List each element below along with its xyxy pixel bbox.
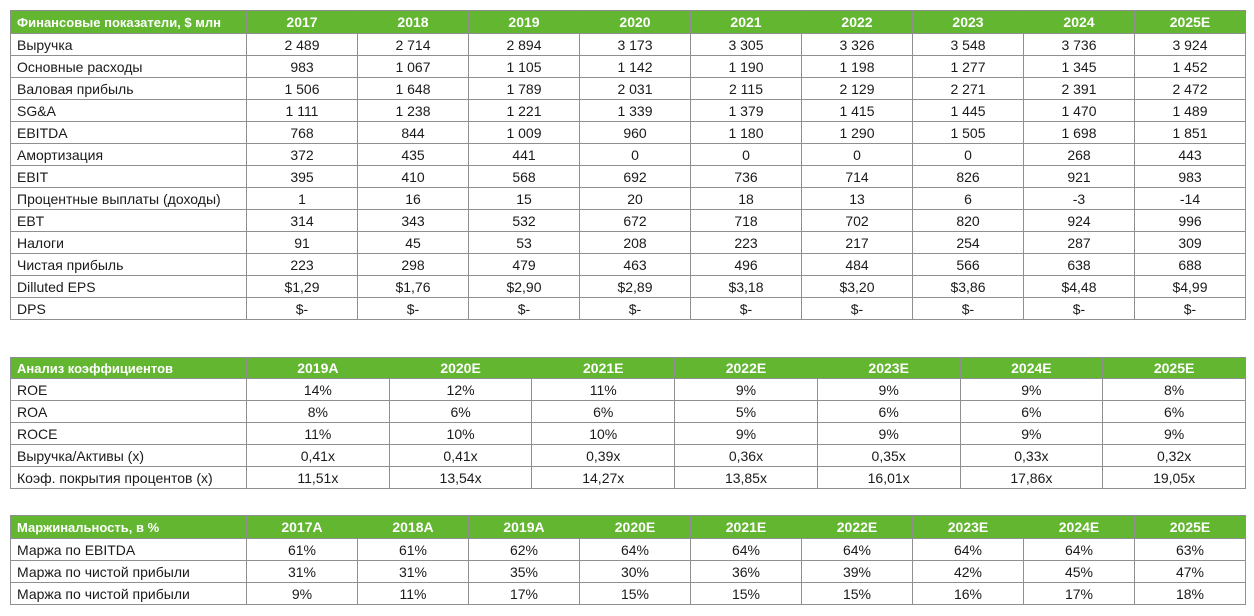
table-cell: 702 (802, 210, 913, 232)
table-cell: 9% (247, 583, 358, 605)
table-cell: 1 290 (802, 122, 913, 144)
table-cell: $- (580, 298, 691, 320)
table-row (11, 401, 1246, 423)
ratios-column-header: 2021E (532, 358, 675, 379)
financials-title: Финансовые показатели, $ млн (11, 11, 247, 34)
ratios-title: Анализ коэффициентов (11, 358, 247, 379)
ratios-column-header: 2022E (675, 358, 818, 379)
table-cell: 0,41x (247, 445, 390, 467)
row-label: EBT (11, 210, 247, 232)
row-label: Амортизация (11, 144, 247, 166)
table-cell: 2 489 (247, 34, 358, 56)
table-cell: 217 (802, 232, 913, 254)
table-cell: 17,86x (960, 467, 1103, 489)
table-cell: 14% (247, 379, 390, 401)
table-cell: 39% (802, 561, 913, 583)
table-cell: 2 714 (358, 34, 469, 56)
table-cell: 9% (1103, 423, 1246, 445)
table-cell: 298 (358, 254, 469, 276)
table-cell: 688 (1135, 254, 1246, 276)
table-cell: $- (1135, 298, 1246, 320)
financials-column-header: 2019 (469, 11, 580, 34)
table-cell: 61% (358, 539, 469, 561)
table-cell: 1 470 (1024, 100, 1135, 122)
ratios-column-header: 2025E (1103, 358, 1246, 379)
table-cell: $- (469, 298, 580, 320)
financials-column-header: 2022 (802, 11, 913, 34)
table-cell: 19,05x (1103, 467, 1246, 489)
table-cell: 3 326 (802, 34, 913, 56)
table-cell: 1 142 (580, 56, 691, 78)
table-cell: 6% (389, 401, 532, 423)
table-cell: 692 (580, 166, 691, 188)
table-cell: 6% (960, 401, 1103, 423)
table-row (11, 583, 1246, 605)
table-row (11, 298, 1246, 320)
table-cell: 0,35x (817, 445, 960, 467)
table-row (11, 56, 1246, 78)
row-label: Маржа по чистой прибыли (11, 561, 247, 583)
row-label: ROE (11, 379, 247, 401)
table-cell: 0 (802, 144, 913, 166)
table-cell: 9% (960, 379, 1103, 401)
table-cell: 3 924 (1135, 34, 1246, 56)
margins-title: Маржинальность, в % (11, 516, 247, 539)
table-cell: 31% (358, 561, 469, 583)
table-cell: $2,89 (580, 276, 691, 298)
margins-column-header: 2019A (469, 516, 580, 539)
table-cell: 672 (580, 210, 691, 232)
table-cell: 1 (247, 188, 358, 210)
table-cell: 15% (691, 583, 802, 605)
table-cell: 11% (358, 583, 469, 605)
table-cell: 0,33x (960, 445, 1103, 467)
table-row (11, 144, 1246, 166)
table-row (11, 276, 1246, 298)
ratios-column-header: 2024E (960, 358, 1103, 379)
table-cell: $3,18 (691, 276, 802, 298)
table-cell: 0,41x (389, 445, 532, 467)
table-cell: 1 345 (1024, 56, 1135, 78)
row-label: Выручка (11, 34, 247, 56)
table-cell: 6% (817, 401, 960, 423)
table-cell: 410 (358, 166, 469, 188)
table-cell: 47% (1135, 561, 1246, 583)
row-label: Валовая прибыль (11, 78, 247, 100)
table-cell: 35% (469, 561, 580, 583)
table-row (11, 561, 1246, 583)
table-cell: 921 (1024, 166, 1135, 188)
table-cell: 9% (675, 423, 818, 445)
table-cell: 15% (802, 583, 913, 605)
table-row (11, 188, 1246, 210)
table-cell: 31% (247, 561, 358, 583)
table-cell: 1 190 (691, 56, 802, 78)
ratios-body (11, 379, 1246, 489)
table-cell: 768 (247, 122, 358, 144)
table-cell: 16 (358, 188, 469, 210)
table-cell: 1 445 (913, 100, 1024, 122)
ratios-column-header: 2019A (247, 358, 390, 379)
table-cell: 91 (247, 232, 358, 254)
row-label: Коэф. покрытия процентов (x) (11, 467, 247, 489)
margins-column-header: 2018A (358, 516, 469, 539)
table-cell: 718 (691, 210, 802, 232)
table-cell: $- (358, 298, 469, 320)
table-cell: 36% (691, 561, 802, 583)
row-label: DPS (11, 298, 247, 320)
table-row (11, 100, 1246, 122)
table-cell: 1 452 (1135, 56, 1246, 78)
table-cell: 53 (469, 232, 580, 254)
table-cell: 983 (1135, 166, 1246, 188)
table-cell: 314 (247, 210, 358, 232)
table-cell: 372 (247, 144, 358, 166)
row-label: Процентные выплаты (доходы) (11, 188, 247, 210)
ratios-column-header: 2023E (817, 358, 960, 379)
table-cell: 1 105 (469, 56, 580, 78)
table-cell: $3,86 (913, 276, 1024, 298)
table-cell: 20 (580, 188, 691, 210)
row-label: Основные расходы (11, 56, 247, 78)
table-cell: 960 (580, 122, 691, 144)
table-cell: 395 (247, 166, 358, 188)
table-cell: -3 (1024, 188, 1135, 210)
table-cell: 42% (913, 561, 1024, 583)
table-cell: 9% (675, 379, 818, 401)
table-cell: 435 (358, 144, 469, 166)
table-cell: 1 489 (1135, 100, 1246, 122)
table-cell: 1 111 (247, 100, 358, 122)
financials-column-header: 2017 (247, 11, 358, 34)
table-cell: 463 (580, 254, 691, 276)
table-cell: 3 548 (913, 34, 1024, 56)
table-cell: 1 698 (1024, 122, 1135, 144)
table-cell: 2 894 (469, 34, 580, 56)
margins-column-header: 2025E (1135, 516, 1246, 539)
table-cell: 62% (469, 539, 580, 561)
table-cell: 826 (913, 166, 1024, 188)
margins-column-header: 2024E (1024, 516, 1135, 539)
table-cell: 0 (580, 144, 691, 166)
table-cell: 9% (817, 379, 960, 401)
table-cell: 11% (532, 379, 675, 401)
table-cell: 11% (247, 423, 390, 445)
table-cell: 63% (1135, 539, 1246, 561)
table-cell: $4,48 (1024, 276, 1135, 298)
table-cell: 1 277 (913, 56, 1024, 78)
table-cell: 268 (1024, 144, 1135, 166)
table-row (11, 232, 1246, 254)
table-cell: $3,20 (802, 276, 913, 298)
table-cell: 10% (389, 423, 532, 445)
table-cell: 10% (532, 423, 675, 445)
financials-column-header: 2023 (913, 11, 1024, 34)
table-cell: 566 (913, 254, 1024, 276)
table-cell: 64% (1024, 539, 1135, 561)
table-cell: 479 (469, 254, 580, 276)
table-cell: 2 472 (1135, 78, 1246, 100)
table-cell: 223 (247, 254, 358, 276)
table-row (11, 78, 1246, 100)
table-cell: 17% (1024, 583, 1135, 605)
table-cell: $- (913, 298, 1024, 320)
financials-column-header: 2021 (691, 11, 802, 34)
table-cell: $1,76 (358, 276, 469, 298)
row-label: EBIT (11, 166, 247, 188)
ratios-column-header: 2020E (389, 358, 532, 379)
table-cell: 1 067 (358, 56, 469, 78)
row-label: Чистая прибыль (11, 254, 247, 276)
table-cell: 64% (691, 539, 802, 561)
financials-body (11, 34, 1246, 320)
table-cell: 1 505 (913, 122, 1024, 144)
table-cell: -14 (1135, 188, 1246, 210)
table-cell: 996 (1135, 210, 1246, 232)
margins-column-header: 2017A (247, 516, 358, 539)
table-cell: 638 (1024, 254, 1135, 276)
table-cell: 9% (960, 423, 1103, 445)
table-cell: $- (691, 298, 802, 320)
table-cell: 45 (358, 232, 469, 254)
financials-column-header: 2020 (580, 11, 691, 34)
table-cell: 309 (1135, 232, 1246, 254)
table-cell: 1 379 (691, 100, 802, 122)
table-row (11, 166, 1246, 188)
table-row (11, 379, 1246, 401)
table-cell: 496 (691, 254, 802, 276)
table-cell: 64% (802, 539, 913, 561)
table-cell: 15% (580, 583, 691, 605)
table-cell: 8% (1103, 379, 1246, 401)
table-row (11, 467, 1246, 489)
table-cell: 3 173 (580, 34, 691, 56)
table-cell: 1 339 (580, 100, 691, 122)
table-row (11, 539, 1246, 561)
table-cell: 16,01x (817, 467, 960, 489)
table-cell: 45% (1024, 561, 1135, 583)
row-label: EBITDA (11, 122, 247, 144)
table-row (11, 210, 1246, 232)
table-cell: 844 (358, 122, 469, 144)
table-cell: 13,85x (675, 467, 818, 489)
financials-column-header: 2025E (1135, 11, 1246, 34)
table-cell: $1,29 (247, 276, 358, 298)
table-cell: 12% (389, 379, 532, 401)
row-label: SG&A (11, 100, 247, 122)
table-cell: 16% (913, 583, 1024, 605)
table-cell: 30% (580, 561, 691, 583)
table-cell: 2 271 (913, 78, 1024, 100)
table-cell: 61% (247, 539, 358, 561)
table-cell: 1 238 (358, 100, 469, 122)
table-cell: 0,32x (1103, 445, 1246, 467)
margins-column-header: 2021E (691, 516, 802, 539)
table-cell: 2 115 (691, 78, 802, 100)
table-cell: 6% (532, 401, 675, 423)
table-cell: 13 (802, 188, 913, 210)
table-cell: 1 009 (469, 122, 580, 144)
table-cell: 8% (247, 401, 390, 423)
table-cell: 441 (469, 144, 580, 166)
margins-header-row (11, 516, 1246, 539)
financials-column-header: 2018 (358, 11, 469, 34)
table-cell: 9% (817, 423, 960, 445)
table-cell: 532 (469, 210, 580, 232)
table-cell: $- (802, 298, 913, 320)
table-cell: 15 (469, 188, 580, 210)
margins-column-header: 2023E (913, 516, 1024, 539)
margins-body (11, 539, 1246, 605)
table-cell: 983 (247, 56, 358, 78)
table-cell: $2,90 (469, 276, 580, 298)
table-cell: 5% (675, 401, 818, 423)
row-label: Маржа по EBITDA (11, 539, 247, 561)
table-cell: 820 (913, 210, 1024, 232)
row-label: Выручка/Активы (x) (11, 445, 247, 467)
table-cell: 64% (580, 539, 691, 561)
table-cell: 64% (913, 539, 1024, 561)
margins-table (10, 515, 1246, 605)
table-cell: 17% (469, 583, 580, 605)
ratios-table (10, 357, 1246, 489)
margins-column-header: 2022E (802, 516, 913, 539)
table-cell: 13,54x (389, 467, 532, 489)
row-label: Налоги (11, 232, 247, 254)
financials-table (10, 10, 1246, 320)
table-cell: 443 (1135, 144, 1246, 166)
table-row (11, 122, 1246, 144)
financials-header-row (11, 11, 1246, 34)
table-cell: 1 506 (247, 78, 358, 100)
table-cell: 0,39x (532, 445, 675, 467)
table-row (11, 423, 1246, 445)
table-cell: 1 789 (469, 78, 580, 100)
table-cell: 924 (1024, 210, 1135, 232)
table-cell: 11,51x (247, 467, 390, 489)
table-cell: 2 129 (802, 78, 913, 100)
table-cell: $- (247, 298, 358, 320)
table-cell: 736 (691, 166, 802, 188)
table-cell: 1 221 (469, 100, 580, 122)
table-cell: 6% (1103, 401, 1246, 423)
table-cell: 1 851 (1135, 122, 1246, 144)
table-cell: 1 180 (691, 122, 802, 144)
table-row (11, 254, 1246, 276)
table-cell: 3 736 (1024, 34, 1135, 56)
row-label: ROA (11, 401, 247, 423)
table-cell: 18 (691, 188, 802, 210)
table-cell: 714 (802, 166, 913, 188)
row-label: ROCE (11, 423, 247, 445)
table-cell: 0,36x (675, 445, 818, 467)
table-cell: 0 (691, 144, 802, 166)
table-cell: 223 (691, 232, 802, 254)
financials-column-header: 2024 (1024, 11, 1135, 34)
table-cell: 2 391 (1024, 78, 1135, 100)
table-cell: 6 (913, 188, 1024, 210)
table-cell: 287 (1024, 232, 1135, 254)
table-cell: 208 (580, 232, 691, 254)
table-cell: 2 031 (580, 78, 691, 100)
table-cell: 1 198 (802, 56, 913, 78)
table-cell: 1 415 (802, 100, 913, 122)
table-cell: $4,99 (1135, 276, 1246, 298)
table-cell: 484 (802, 254, 913, 276)
table-cell: 14,27x (532, 467, 675, 489)
margins-column-header: 2020E (580, 516, 691, 539)
table-row (11, 445, 1246, 467)
table-row (11, 34, 1246, 56)
table-cell: 0 (913, 144, 1024, 166)
ratios-header-row (11, 358, 1246, 379)
table-cell: $- (1024, 298, 1135, 320)
row-label: Dilluted EPS (11, 276, 247, 298)
table-cell: 18% (1135, 583, 1246, 605)
row-label: Маржа по чистой прибыли (11, 583, 247, 605)
table-cell: 1 648 (358, 78, 469, 100)
table-cell: 254 (913, 232, 1024, 254)
table-cell: 343 (358, 210, 469, 232)
table-cell: 568 (469, 166, 580, 188)
table-cell: 3 305 (691, 34, 802, 56)
